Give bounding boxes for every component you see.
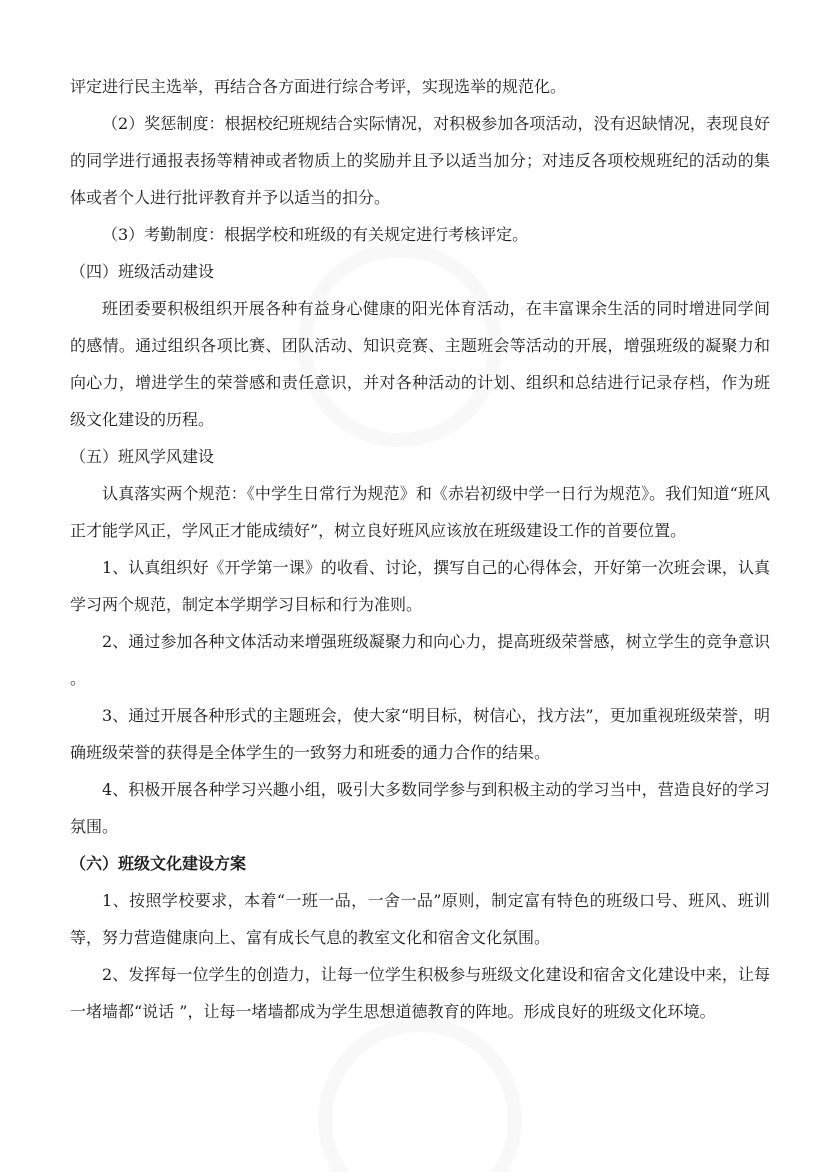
section-heading-class-activities: （四）班级活动建设 [70,262,215,281]
paragraph-election: 评定进行民主选举，再结合各方面进行综合考评，实现选举的规范化。 [70,77,567,96]
paragraph-two-norms: 认真落实两个规范：《中学生日常行为规范》和《赤岩初级中学一日行为规范》。我们知道“班风正才能学风正，学风正才能成绩好”，树立良好班风应该放在班级建设工作的首要位置。 [70,484,770,540]
plan-item-1: 1、按照学校要求，本着“一班一品，一舍一品”原则，制定富有特色的班级口号、班风、班训等，努力营造健康向上、富有成长气息的教室文化和宿舍文化氛围。 [70,891,770,947]
paragraph-reward-punishment: （2）奖惩制度：根据校纪班规结合实际情况，对积极参加各项活动，没有迟缺情况，表现良好的同学进行通报表扬等精神或者物质上的奖励并且予以适当加分；对违反各项校规班纪的活动的集体或者个人进行批评教育并予以适当的扣分。 [70,114,770,207]
paragraph-attendance: （3）考勤制度：根据学校和班级的有关规定进行考核评定。 [102,225,529,244]
section-heading-culture-plan: （六）班级文化建设方案 [70,854,247,873]
list-item-4: 4、积极开展各种学习兴趣小组，吸引大多数同学参与到积极主动的学习当中，营造良好的学习氛围。 [70,780,770,836]
document-body [70,68,770,1030]
section-heading-class-style: （五）班风学风建设 [70,447,215,466]
plan-item-2: 2、发挥每一位学生的创造力，让每一位学生积极参与班级文化建设和宿舍文化建设中来，让每一堵墙都“说话 ”，让每一堵墙都成为学生思想道德教育的阵地。形成良好的班级文化环境。 [70,965,770,1021]
paragraph-class-activities: 班团委要积极组织开展各种有益身心健康的阳光体育活动，在丰富课余生活的同时增进同学间的感情。通过组织各项比赛、团队活动、知识竞赛、主题班会等活动的开展，增强班级的凝聚力和向心力，增进学生的荣誉感和责任意识，并对各种活动的计划、组织和总结进行记录存档，作为班级文化建设的历程。 [70,299,770,429]
list-item-2: 2、通过参加各种文体活动来增强班级凝聚力和向心力，提高班级荣誉感，树立学生的竞争意识 。 [70,632,770,688]
list-item-3: 3、通过开展各种形式的主题班会，使大家“明目标，树信心，找方法”，更加重视班级荣誉，明确班级荣誉的获得是全体学生的一致努力和班委的通力合作的结果。 [70,706,770,762]
list-item-1: 1、认真组织好《开学第一课》的收看、讨论，撰写自己的心得体会，开好第一次班会课，认真学习两个规范，制定本学期学习目标和行为准则。 [70,558,770,614]
